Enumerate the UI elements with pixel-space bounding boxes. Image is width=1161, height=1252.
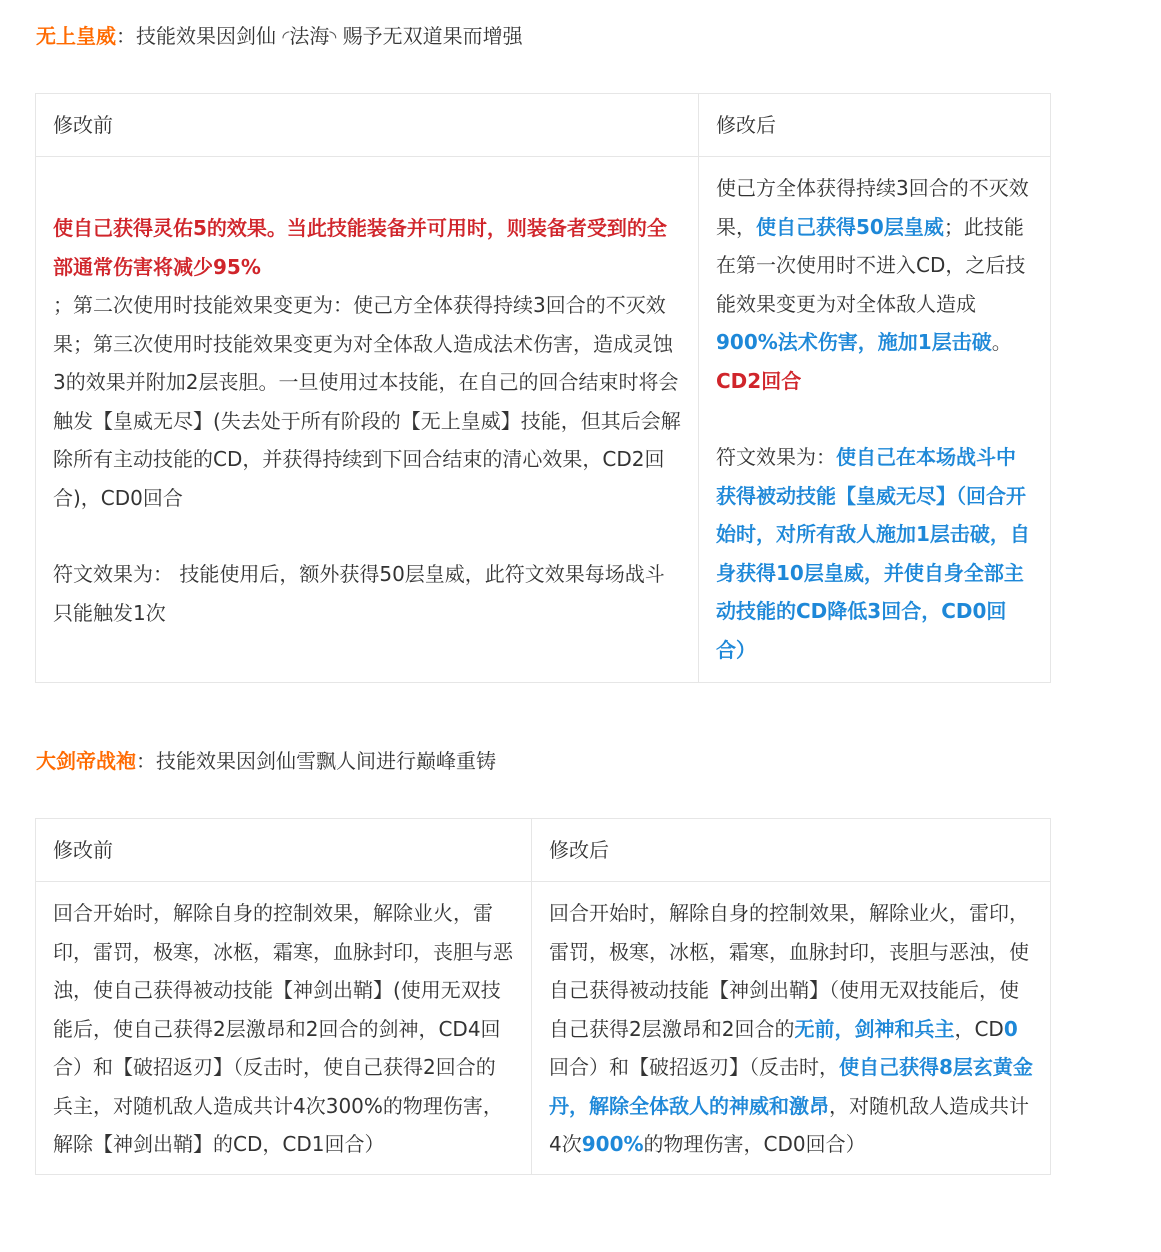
cell-after: [532, 882, 1051, 1175]
after-paragraph-1: [716, 169, 1033, 400]
after-text-a: 使己方全体获得持续3回合的不灭效果，: [716, 176, 1029, 239]
section1-mark-close: ◝: [329, 27, 337, 48]
section1-skill-name: 无上皇威: [36, 24, 116, 48]
section1-desc-b: 法海: [289, 24, 330, 48]
header-before: 修改前: [36, 94, 699, 157]
after-blue-text-4: 900%: [581, 1132, 644, 1156]
before-red-text: 使自己获得灵佑5的效果。当此技能装备并可用时，则装备者受到的全部通常伤害将减少95%: [53, 216, 667, 279]
section2-skill-name: 大剑帝战袍: [36, 749, 136, 773]
section1-mark-open: ◜: [282, 27, 290, 48]
header-after: 修改后: [532, 819, 1051, 882]
section1-table: [35, 93, 1051, 683]
after-blue-text-3: 使自己获得8层玄黄金丹，解除全体敌人的神威和激昂: [549, 1055, 1033, 1118]
table-row: [36, 157, 1051, 683]
after-text-e: 的物理伤害，CD0回合）: [643, 1132, 866, 1156]
cell-before: [36, 157, 699, 683]
table-row: [36, 882, 1051, 1175]
section1-desc-c: 赐予无双道果而增强: [336, 24, 523, 48]
table-header-row: [36, 94, 1051, 157]
section2-table: [35, 818, 1051, 1175]
after-text-b: ；此技能在第一次使用时不进入CD，之后技能效果变更为对全体敌人造成: [716, 214, 1026, 316]
before-paragraph-1: [53, 209, 681, 517]
after-text-d: ，对随机敌人造成共计4次: [549, 1093, 1029, 1156]
after-text-a: 回合开始时，解除自身的控制效果，解除业火，雷印，雷罚，极寒，冰柩，霜寒，血脉封印，丧胆与恶浊，使自己获得被动技能【神剑出鞘】（使用无双技能后，使自己获得2层激昂和2回合的: [549, 901, 1029, 1041]
after-blue-text-1: 无前，剑神和兵主: [794, 1016, 955, 1041]
after-text-b: ，CD: [954, 1016, 1004, 1041]
before-text: ；第二次使用时技能效果变更为：使己方全体获得持续3回合的不灭效果；第三次使用时技能效果变更为对全体敌人造成法术伤害，造成灵蚀3的效果并附加2层丧胆。一旦使用过本技能，在自己的回合结束时将会触发【皇威无尽】(失去处于所有阶段的【无上皇威】技能，但其后会解除所有主动技能的CD，并获得持续到下回合结束的清心效果，CD2回合)，CD0回合: [53, 293, 681, 510]
after-red-text: CD2回合: [716, 368, 802, 393]
cell-after: [699, 157, 1051, 683]
section2-heading: [36, 749, 496, 773]
after-rune-label: 符文效果为：: [716, 445, 836, 469]
after-blue-text-2: 0: [1003, 1016, 1018, 1041]
cell-before: 回合开始时，解除自身的控制效果，解除业火，雷印，雷罚，极寒，冰柩，霜寒，血脉封印，丧胆与恶浊，使自己获得被动技能【神剑出鞘】(使用无双技能后，使自己获得2层激昂和2回合的剑神，CD4回合）和【破招返刃】（反击时，使自己获得2回合的兵主，对随机敌人造成共计4次300%的物理伤害，解除【神剑出鞘】的CD，CD1回合）: [36, 882, 532, 1175]
after-blue-text-1: 使自己获得50层皇威: [756, 214, 944, 239]
section2-desc: 技能效果因剑仙雪飘人间进行巅峰重铸: [156, 749, 496, 773]
before-rune-text: 符文效果为： 技能使用后，额外获得50层皇威，此符文效果每场战斗只能触发1次: [53, 562, 665, 625]
section1-heading: [36, 24, 523, 50]
after-text-c: 。: [991, 330, 1012, 354]
after-rune-blue-text: 使自己在本场战斗中获得被动技能【皇威无尽】（回合开始时，对所有敌人施加1层击破，自身获得10层皇威，并使自身全部主动技能的CD降低3回合，CD0回合）: [716, 445, 1030, 662]
section2-colon: ：: [136, 749, 156, 773]
section1-desc-a: 技能效果因剑仙: [136, 24, 283, 48]
header-after: 修改后: [699, 94, 1051, 157]
section1-colon: ：: [116, 24, 136, 48]
after-paragraph-2: [716, 438, 1033, 669]
after-text-c: 回合）和【破招返刃】（反击时，: [549, 1055, 839, 1079]
table-header-row: [36, 819, 1051, 882]
header-before: 修改前: [36, 819, 532, 882]
after-blue-text-2: 900%法术伤害，施加1层击破: [716, 330, 992, 354]
